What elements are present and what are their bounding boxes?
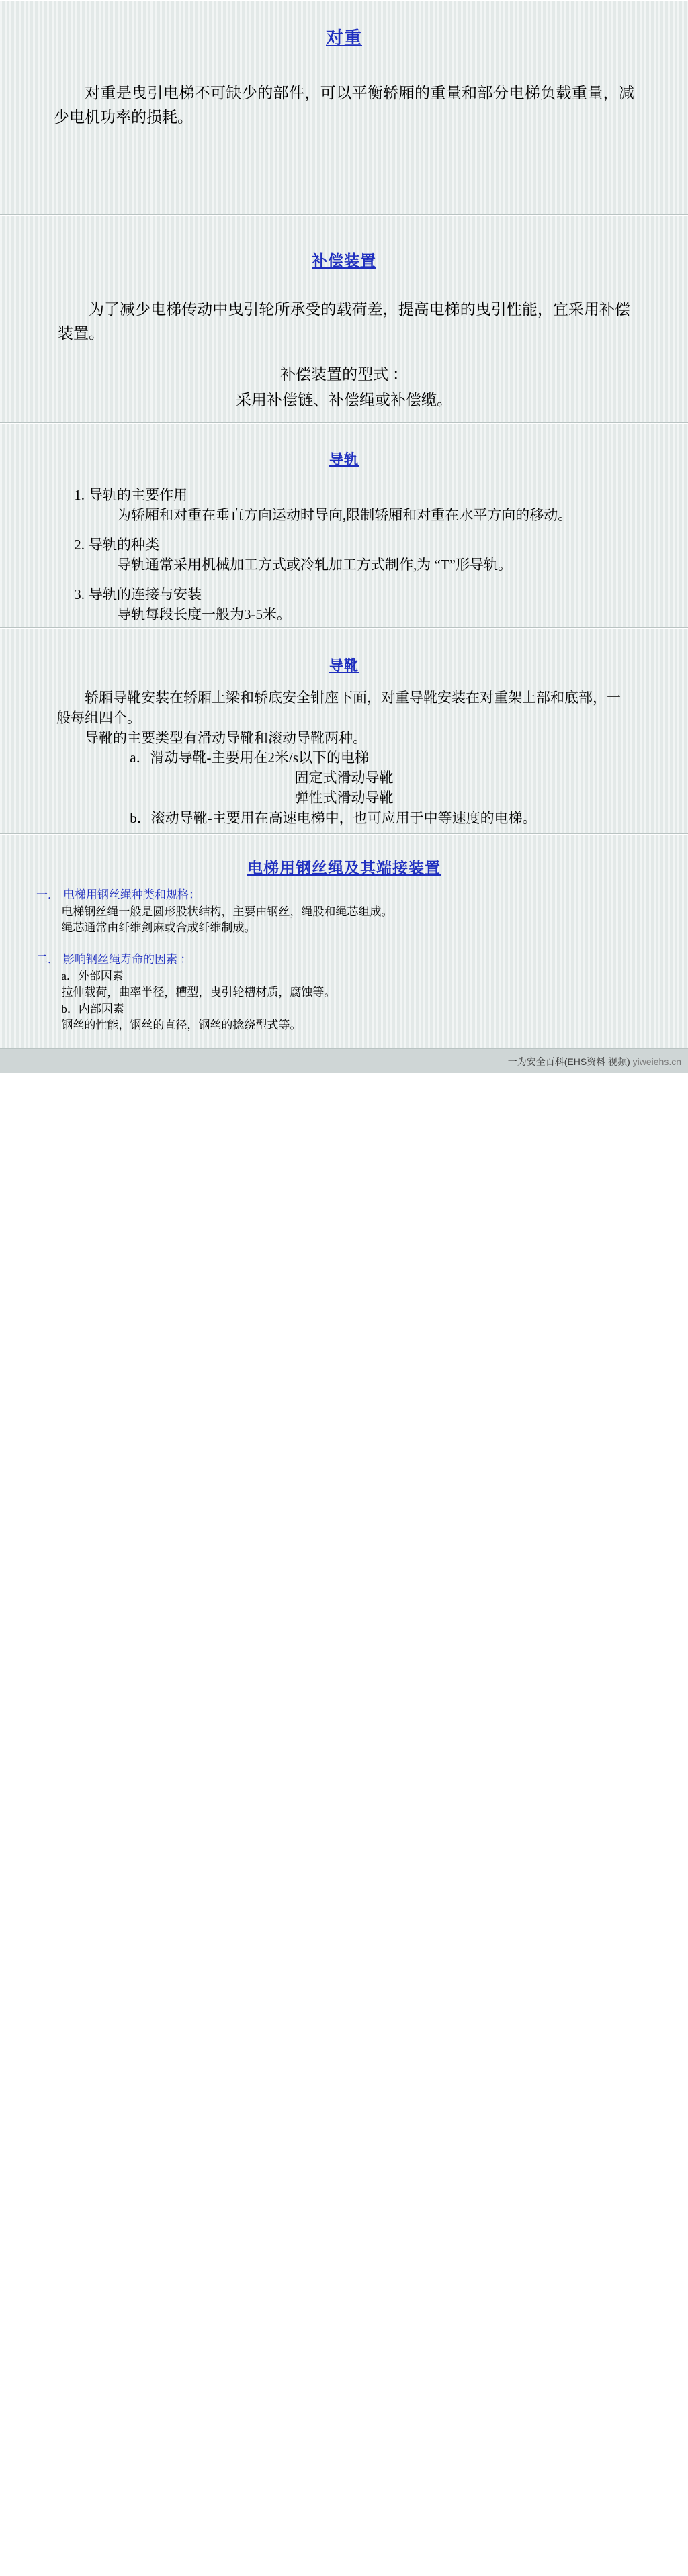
section-heading-text: 影响钢丝绳寿命的因素 ： bbox=[63, 952, 192, 966]
list-item-body: 导轨每段长度一般为3-5米。 bbox=[117, 606, 291, 623]
footer-text: 一为安全百科(EHS资料 视频) bbox=[507, 1056, 630, 1067]
section-number: 一． bbox=[36, 888, 59, 901]
section-heading bbox=[36, 952, 652, 968]
slide-list bbox=[64, 485, 641, 625]
slide-body bbox=[56, 688, 632, 829]
section-line: 绳芯通常由纤维剑麻或合成纤维制成。 bbox=[61, 921, 256, 935]
body-line: a．滑动导靴-主要用在2米/s以下的电梯 bbox=[130, 749, 370, 766]
slide-title: 电梯用钢丝绳及其端接装置 bbox=[247, 860, 441, 876]
list-item-head: 导轨的种类 bbox=[89, 536, 159, 553]
section-number: 二． bbox=[36, 952, 59, 966]
footer-bar bbox=[0, 1049, 688, 1073]
slide-subline-2: 采用补偿链、补偿绳或补偿缆。 bbox=[236, 391, 452, 408]
footer-watermark bbox=[508, 1055, 681, 1068]
list-item bbox=[64, 485, 641, 526]
slide-paragraph: 为了减少电梯传动中曳引轮所承受的载荷差，提高电梯的曳引性能，宜采用补偿装置。 bbox=[58, 301, 630, 342]
body-line: 导靴的主要类型有滑动导靴和滚动导靴两种。 bbox=[85, 729, 367, 746]
list-item-head: 导轨的连接与安装 bbox=[89, 586, 202, 602]
footer-mark: yiweiehs.cn bbox=[632, 1056, 681, 1067]
section-heading bbox=[36, 887, 652, 904]
body-line: 固定式滑动导靴 bbox=[294, 770, 394, 786]
slide-section-1 bbox=[36, 887, 652, 937]
list-item-body: 为轿厢和对重在垂直方向运动时导向,限制轿厢和对重在水平方向的移动。 bbox=[117, 507, 572, 524]
section-line: 钢丝的性能，钢丝的直径，钢丝的捻绕型式等。 bbox=[61, 1019, 302, 1032]
slide-subline-1: 补偿装置的型式 ： bbox=[280, 366, 408, 383]
section-line: 拉伸载荷，曲率半径，槽型，曳引轮槽材质，腐蚀等。 bbox=[61, 986, 336, 999]
list-item bbox=[64, 535, 641, 576]
body-line: 轿厢导靴安装在轿厢上梁和轿底安全钳座下面，对重导靴安装在对重架上部和底部，一般每组四个。 bbox=[56, 690, 621, 726]
slide-paragraph: 对重是曳引电梯不可缺少的部件，可以平衡轿厢的重量和部分电梯负载重量，减少电机功率的损耗。 bbox=[54, 85, 634, 126]
slide-title: 补偿装置 bbox=[312, 252, 376, 269]
section-heading-text: 电梯用钢丝绳种类和规格： bbox=[63, 888, 200, 901]
slide-section-2 bbox=[36, 952, 652, 1034]
slide-duizhong bbox=[0, 0, 688, 215]
slide-daoxue bbox=[0, 628, 688, 834]
section-line: 电梯钢丝绳一般是圆形股状结构，主要由钢丝，绳股和绳芯组成。 bbox=[61, 905, 393, 918]
slide-title: 导轨 bbox=[329, 451, 359, 467]
section-line: a．外部因素 bbox=[61, 969, 124, 982]
slide-gangsisheng bbox=[0, 834, 688, 1049]
slide-title: 对重 bbox=[325, 28, 362, 48]
list-item-head: 导轨的主要作用 bbox=[89, 487, 187, 503]
list-item bbox=[64, 584, 641, 625]
body-line: b．滚动导靴-主要用在高速电梯中，也可应用于中等速度的电梯。 bbox=[130, 809, 537, 826]
slide-daogui bbox=[0, 423, 688, 628]
document-page bbox=[0, 0, 688, 1073]
list-item-body: 导轨通常采用机械加工方式或冷轧加工方式制作,为 “T”形导轨。 bbox=[117, 557, 512, 573]
slide-buchang-zhuangzhi bbox=[0, 215, 688, 423]
body-line: 弹性式滑动导靴 bbox=[294, 790, 394, 807]
slide-title: 导靴 bbox=[329, 657, 359, 674]
section-line: b．内部因素 bbox=[61, 1002, 124, 1015]
